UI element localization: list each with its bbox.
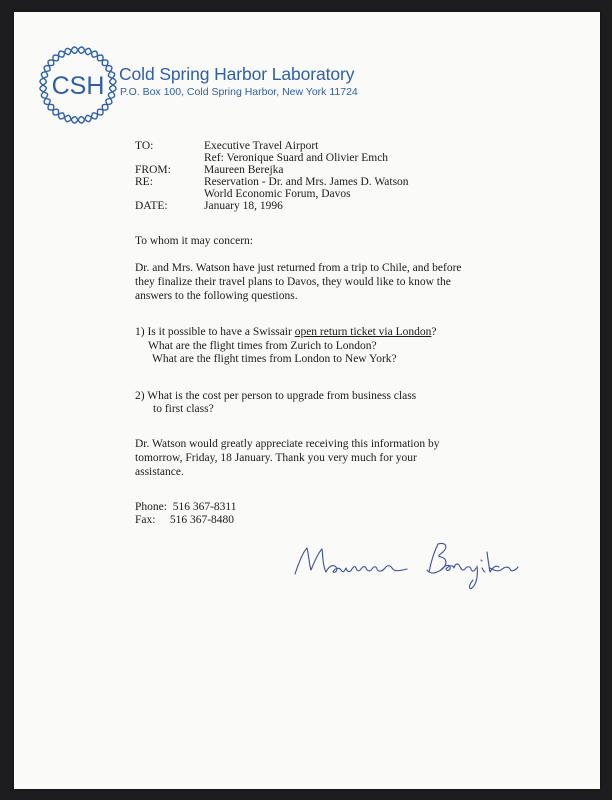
csh-logo (36, 43, 120, 127)
question-1-prefix: 1) Is it possible to have a Swissair (135, 326, 295, 338)
paragraph-line: they finalize their travel plans to Davos, they would like to know the (135, 276, 451, 288)
to-value: Executive Travel Airport (204, 140, 319, 152)
date-value: January 18, 1996 (204, 200, 283, 212)
logo-text: CSH (51, 72, 105, 100)
salutation: To whom it may concern: (135, 235, 253, 247)
phone-line: Phone: 516 367-8311 (135, 501, 237, 513)
date-label: DATE: (135, 200, 168, 212)
closing-line: tomorrow, Friday, 18 January. Thank you very much for your (135, 452, 417, 464)
question-1-suffix: ? (431, 326, 437, 338)
organization-name: Cold Spring Harbor Laboratory (119, 64, 355, 84)
letter-page (14, 12, 600, 789)
closing-line: Dr. Watson would greatly appreciate receiving this information by (135, 438, 440, 450)
ref-line: Ref: Veronique Suard and Olivier Emch (204, 152, 389, 164)
question-1-line-1 (135, 325, 437, 339)
paragraph-line: Dr. and Mrs. Watson have just returned from a trip to Chile, and before (135, 262, 462, 274)
re-line-2: World Economic Forum, Davos (204, 188, 351, 200)
organization-address: P.O. Box 100, Cold Spring Harbor, New York 11724 (120, 86, 358, 98)
paragraph-line: answers to the following questions. (135, 290, 298, 302)
fax-line: Fax: 516 367-8480 (135, 514, 235, 526)
question-2-line-1: 2) What is the cost per person to upgrade from business class (135, 390, 417, 402)
question-1-underlined: open return ticket via London (294, 326, 432, 338)
re-line-1: Reservation - Dr. and Mrs. James D. Watson (204, 176, 409, 188)
from-label: FROM: (135, 164, 171, 176)
handwritten-signature (289, 532, 519, 592)
question-1-line-2: What are the flight times from Zurich to London? (148, 340, 377, 352)
closing-line: assistance. (135, 466, 184, 478)
question-2-line-2: to first class? (153, 403, 214, 415)
from-value: Maureen Berejka (204, 164, 284, 176)
to-label: TO: (135, 140, 154, 152)
re-label: RE: (135, 176, 153, 188)
question-1-line-3: What are the flight times from London to New York? (152, 353, 397, 365)
